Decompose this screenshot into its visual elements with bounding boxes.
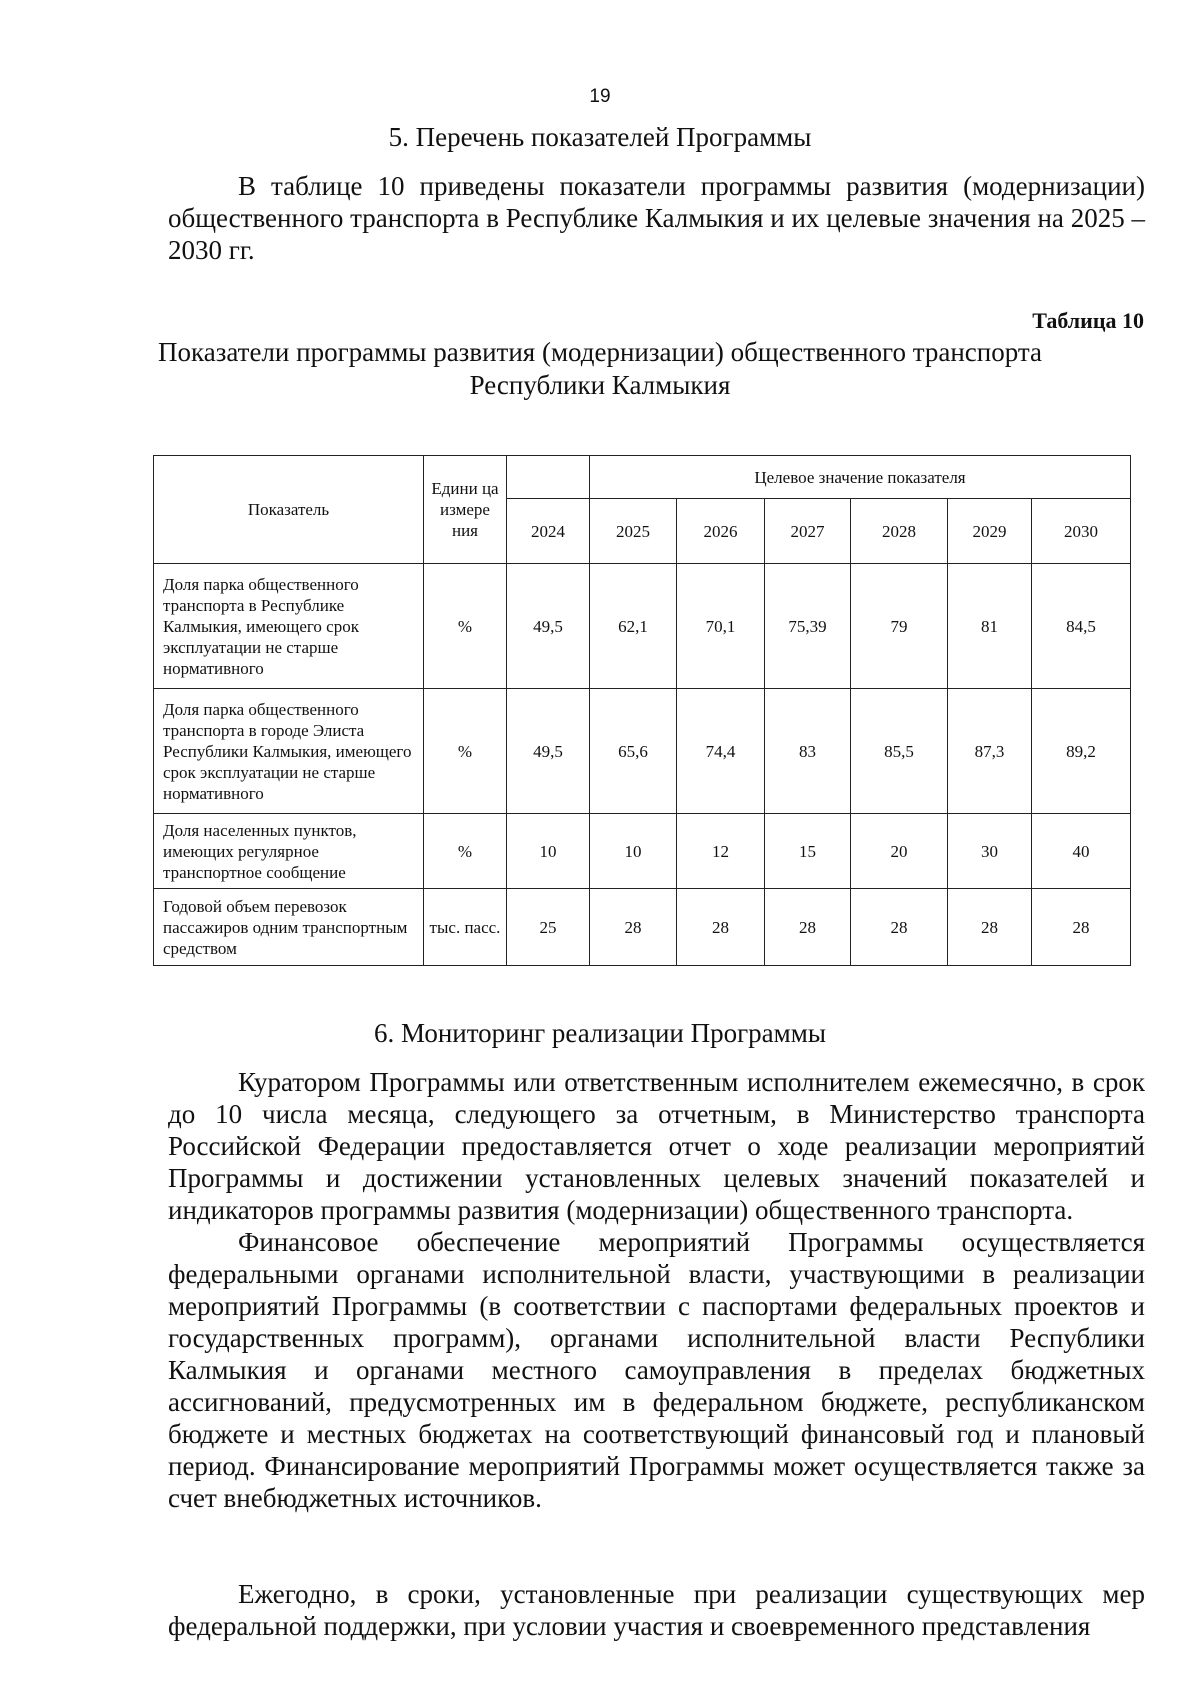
header-year: 2028 — [851, 499, 948, 564]
table-row — [154, 814, 1131, 889]
value-cell: 10 — [590, 814, 677, 889]
value-cell: 28 — [765, 889, 851, 966]
value-cell: 79 — [851, 564, 948, 689]
value-cell: 49,5 — [507, 689, 590, 814]
table-title — [0, 336, 1200, 402]
indicator-name: Доля населенных пунктов, имеющих регулярное транспортное сообщение — [154, 814, 424, 889]
value-cell: 30 — [948, 814, 1032, 889]
table-row — [154, 689, 1131, 814]
value-cell: 28 — [948, 889, 1032, 966]
indicator-name: Доля парка общественного транспорта в Республике Калмыкия, имеющего срок эксплуатации не старше нормативного — [154, 564, 424, 689]
value-cell: 28 — [1032, 889, 1131, 966]
section-5-paragraph: В таблице 10 приведены показатели программы развития (модернизации) общественного транспорта в Республике Калмыкия и их целевые значения на 2025 – 2030 гг. — [168, 171, 1145, 265]
value-cell: 84,5 — [1032, 564, 1131, 689]
value-cell: 49,5 — [507, 564, 590, 689]
value-cell: 74,4 — [677, 689, 765, 814]
table-row — [154, 889, 1131, 966]
header-target-value: Целевое значение показателя — [590, 456, 1131, 499]
value-cell: 12 — [677, 814, 765, 889]
unit-cell: % — [424, 689, 507, 814]
header-blank-cell — [507, 456, 590, 499]
table-row — [154, 564, 1131, 689]
section-6-paragraph-2: Финансовое обеспечение мероприятий Программы осуществляется федеральными органами исполнительной власти, участвующими в реализации мероприятий Программы (в соответствии с паспортами федеральных проектов и государственных программ), органами исполнительной власти Республики Калмыкия и органами местного самоуправления в пределах бюджетных ассигнований, предусмотренных им в федеральном бюджете, республиканском бюджете и местных бюджетах на соответствующий финансовый год и плановый период. Финансирование мероприятий Программы может осуществляется также за счет внебюджетных источников. — [168, 1227, 1145, 1513]
table-label: Таблица 10 — [1032, 308, 1144, 333]
indicator-name: Доля парка общественного транспорта в городе Элиста Республики Калмыкия, имеющего срок эксплуатации не старше нормативного — [154, 689, 424, 814]
header-indicator: Показатель — [154, 456, 424, 564]
value-cell: 75,39 — [765, 564, 851, 689]
value-cell: 15 — [765, 814, 851, 889]
indicator-name: Годовой объем перевозок пассажиров одним транспортным средством — [154, 889, 424, 966]
header-year: 2029 — [948, 499, 1032, 564]
value-cell: 65,6 — [590, 689, 677, 814]
page-number: 19 — [589, 86, 611, 107]
value-cell: 85,5 — [851, 689, 948, 814]
unit-cell: % — [424, 814, 507, 889]
section-6-heading: 6. Мониторинг реализации Программы — [374, 1018, 826, 1048]
value-cell: 28 — [677, 889, 765, 966]
value-cell: 28 — [590, 889, 677, 966]
header-year: 2030 — [1032, 499, 1131, 564]
header-year: 2025 — [590, 499, 677, 564]
table-title-line-1: Показатели программы развития (модернизации) общественного транспорта — [158, 337, 1042, 367]
value-cell: 28 — [851, 889, 948, 966]
header-year: 2027 — [765, 499, 851, 564]
value-cell: 70,1 — [677, 564, 765, 689]
value-cell: 83 — [765, 689, 851, 814]
unit-cell: % — [424, 564, 507, 689]
header-year: 2024 — [507, 499, 590, 564]
unit-cell: тыс. пасс. — [424, 889, 507, 966]
value-cell: 87,3 — [948, 689, 1032, 814]
value-cell: 81 — [948, 564, 1032, 689]
header-unit: Едини ца измере ния — [424, 456, 507, 564]
table-title-line-2: Республики Калмыкия — [469, 370, 731, 400]
value-cell: 40 — [1032, 814, 1131, 889]
value-cell: 20 — [851, 814, 948, 889]
section-6-paragraph-1: Куратором Программы или ответственным исполнителем ежемесячно, в срок до 10 числа месяца, следующего за отчетным, в Министерство транспорта Российской Федерации предоставляется отчет о ходе реализации мероприятий Программы и достижении установленных целевых значений показателей и индикаторов программы развития (модернизации) общественного транспорта. — [168, 1067, 1145, 1225]
section-5-heading: 5. Перечень показателей Программы — [388, 122, 812, 152]
indicators-table — [153, 455, 1131, 966]
value-cell: 89,2 — [1032, 689, 1131, 814]
value-cell: 10 — [507, 814, 590, 889]
header-year: 2026 — [677, 499, 765, 564]
section-6-paragraph-3: Ежегодно, в сроки, установленные при реализации существующих мер федеральной поддержки, при условии участия и своевременного представления — [168, 1579, 1145, 1641]
value-cell: 25 — [507, 889, 590, 966]
value-cell: 62,1 — [590, 564, 677, 689]
